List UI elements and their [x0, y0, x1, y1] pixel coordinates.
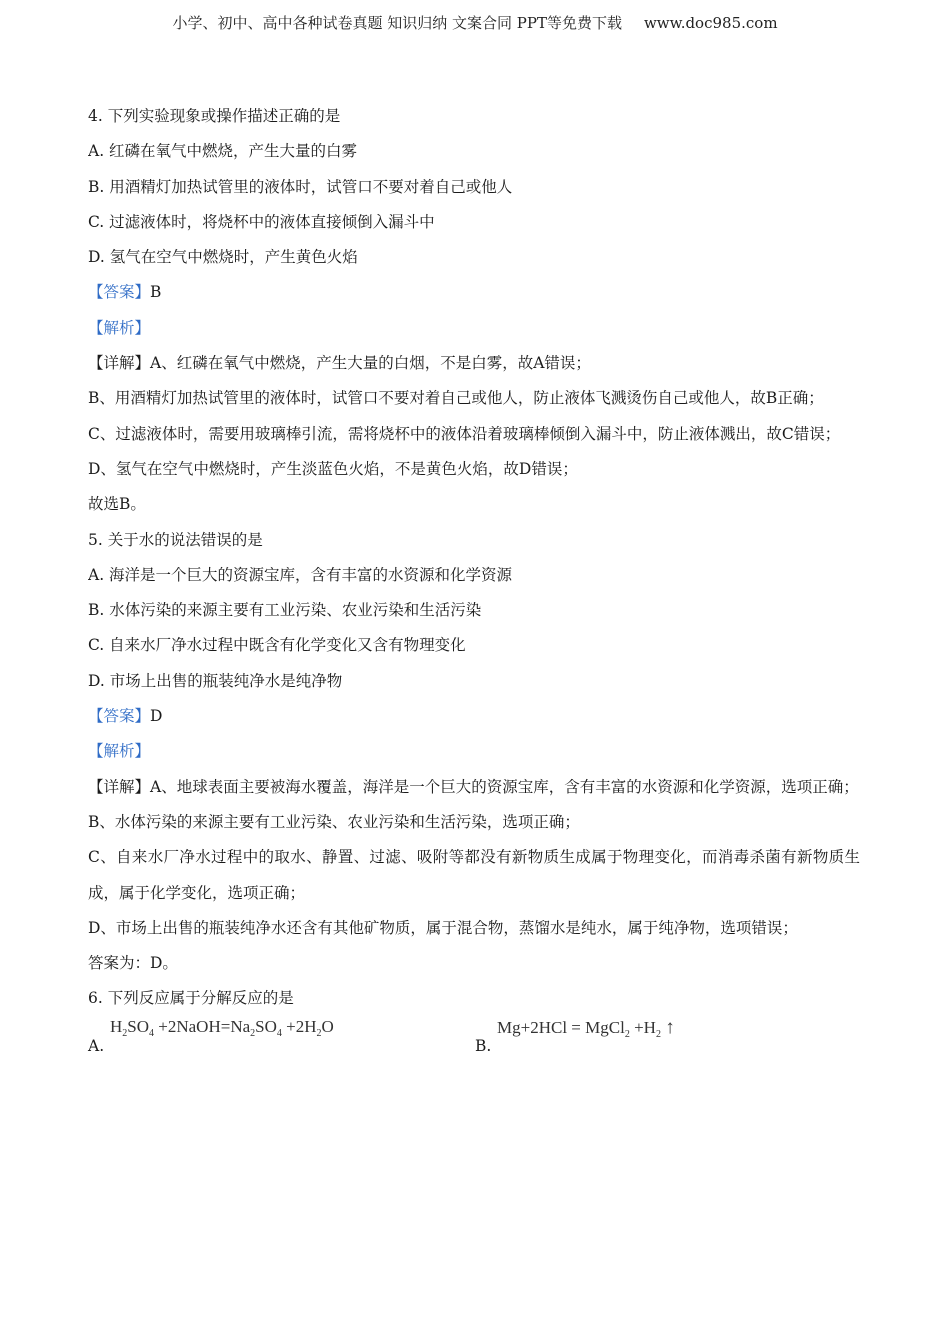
answer-tag: 【答案】	[88, 707, 151, 726]
q5-detail-a: 【详解】A、地球表面主要被海水覆盖，海洋是一个巨大的资源宝库，含有丰富的水资源和化学资源，选项正确；	[88, 777, 859, 796]
detail-tag: 【详解】	[88, 777, 151, 796]
q4-option-b: B. 用酒精灯加热试管里的液体时，试管口不要对着自己或他人	[88, 177, 513, 196]
q5-option-a: A. 海洋是一个巨大的资源宝库，含有丰富的水资源和化学资源	[88, 565, 513, 584]
q5-detail-c: C、自来水厂净水过程中的取水、静置、过滤、吸附等都没有新物质生成属于物理变化，而消毒杀菌有新物质生成，属于化学变化，选项正确；	[88, 848, 860, 902]
q5-detail-b: B、水体污染的来源主要有工业污染、农业污染和生活污染，选项正确；	[88, 812, 580, 831]
q4-answer-value: B	[150, 283, 162, 302]
q5-option-c: C. 自来水厂净水过程中既含有化学变化又含有物理变化	[88, 636, 466, 655]
q5-conclusion: 答案为：D。	[88, 954, 178, 973]
q5-analysis-tag: 【解析】	[88, 742, 151, 761]
q6-option-a-formula: $H_2SO_4$ $+2NaOH=Na_2SO_4 +2H_2O$	[110, 1016, 334, 1039]
q6-option-a-letter: A.	[88, 1036, 105, 1055]
q4-analysis-tag: 【解析】	[88, 318, 151, 337]
q4-detail-c: C、过滤液体时，需要用玻璃棒引流，需将烧杯中的液体沿着玻璃棒倾倒入漏斗中，防止液体溅出，故C错误；	[88, 424, 841, 443]
q4-detail-d: D、氢气在空气中燃烧时，产生淡蓝色火焰，不是黄色火焰，故D错误；	[88, 459, 578, 478]
q5-option-b: B. 水体污染的来源主要有工业污染、农业污染和生活污染	[88, 601, 482, 620]
page-header	[0, 12, 950, 33]
q4-option-c: C. 过滤液体时，将烧杯中的液体直接倾倒入漏斗中	[88, 212, 435, 231]
gas-arrow-icon: ↑	[665, 1016, 675, 1038]
q4-option-d: D. 氢气在空气中燃烧时，产生黄色火焰	[88, 248, 358, 267]
answer-tag: 【答案】	[88, 283, 151, 302]
q6-stem: 6. 下列反应属于分解反应的是	[88, 989, 294, 1008]
q5-stem: 5. 关于水的说法错误的是	[88, 530, 263, 549]
q5-answer-value: D	[150, 707, 163, 726]
q4-detail-a: 【详解】A、红磷在氧气中燃烧，产生大量的白烟，不是白雾，故A错误；	[88, 354, 591, 373]
q5-detail-d: D、市场上出售的瓶装纯净水还含有其他矿物质，属于混合物，蒸馏水是纯水，属于纯净物，选项错误；	[88, 918, 798, 937]
q5-option-d: D. 市场上出售的瓶装纯净水是纯净物	[88, 671, 343, 690]
q6-options	[88, 1017, 860, 1057]
q6-option-b-formula: Mg+2HCl = MgCl$_2$ $+H_2$ ↑	[497, 1016, 675, 1040]
document-body	[88, 99, 860, 1057]
q4-conclusion: 故选B。	[88, 495, 146, 514]
q4-stem: 4. 下列实验现象或操作描述正确的是	[88, 107, 341, 125]
q4-option-a: A. 红磷在氧气中燃烧，产生大量的白雾	[88, 142, 358, 161]
q6-option-b-letter: B.	[475, 1036, 492, 1055]
detail-tag: 【详解】	[88, 354, 151, 373]
q4-answer	[88, 275, 860, 310]
q5-answer	[88, 699, 860, 734]
q4-detail-b: B、用酒精灯加热试管里的液体时，试管口不要对着自己或他人，防止液体飞溅烫伤自己或他人，故B正确；	[88, 389, 824, 408]
header-site-link[interactable]: www.doc985.com	[643, 14, 778, 32]
header-title: 小学、初中、高中各种试卷真题 知识归纳 文案合同 PPT等免费下载	[172, 14, 622, 32]
